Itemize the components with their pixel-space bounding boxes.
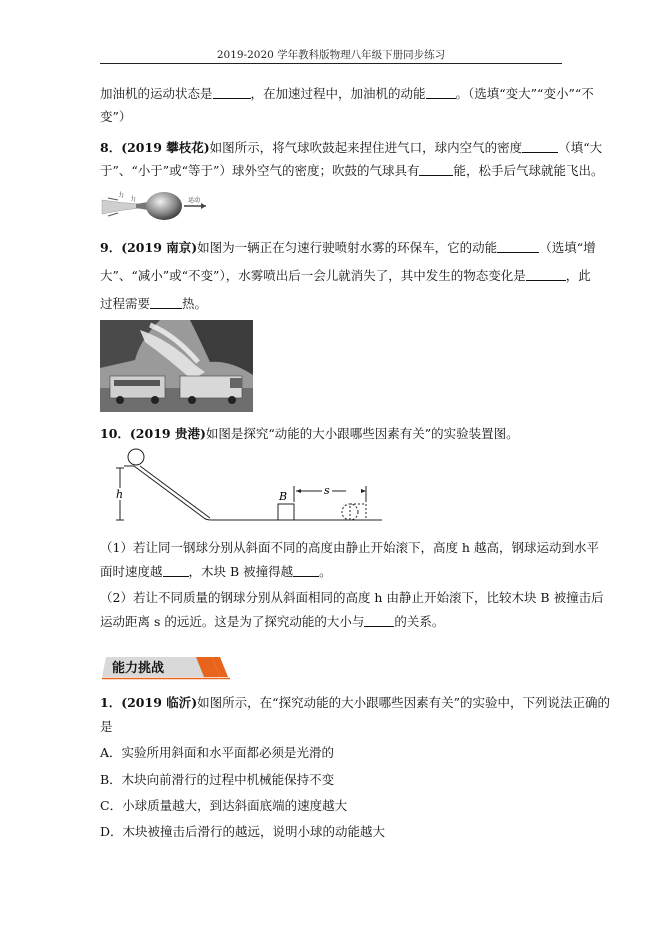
answer-blank[interactable] [426, 86, 456, 99]
text: 如图所示，将气球吹鼓起来捏住进气口，球内空气的密度 [209, 140, 523, 155]
c1-option-b[interactable]: B．木块向前滑行的过程中机械能保持不变 [100, 772, 335, 787]
slope-line-inner [140, 466, 210, 518]
text: 如图为一辆正在匀速行驶喷射水雾的环保车，它的动能 [197, 240, 498, 255]
arrowhead-right [361, 489, 366, 493]
slope-experiment-diagram [112, 448, 392, 524]
text: 。（选填“变大”“变小”“不 [455, 86, 594, 101]
answer-blank[interactable] [364, 614, 394, 627]
text: （填“大 [558, 140, 603, 155]
text: 能，松手后气球就能飞出。 [453, 163, 604, 178]
truck-wheel [188, 396, 196, 404]
truck-wheel [228, 396, 236, 404]
q10-part1-line2 [100, 564, 332, 580]
q8-line2 [100, 163, 603, 179]
q9-line2 [100, 268, 591, 284]
answer-blank[interactable] [526, 268, 566, 281]
fig-label-force: 力 [130, 196, 137, 203]
bus [110, 376, 165, 398]
text: （选填“增 [539, 240, 596, 255]
question-number: 10．(2019 贵港) [100, 426, 206, 441]
fig-label-force: 力 [118, 192, 125, 199]
question-number: 9．(2019 南京) [100, 240, 198, 255]
arrowhead-left [296, 489, 301, 493]
answer-blank[interactable] [163, 564, 189, 577]
balloon-figure [100, 188, 212, 222]
c1-option-c[interactable]: C．小球质量越大，到达斜面底端的速度越大 [100, 798, 348, 813]
q9-line3 [100, 296, 207, 312]
text: 大”、“减小”或“不变”），水雾喷出后一会儿就消失了，其中发生的物态变化是 [100, 268, 526, 283]
question-number: 8．(2019 攀枝花) [100, 140, 210, 155]
text: 加油机的运动状态是 [100, 86, 213, 101]
bus-windows [114, 380, 160, 386]
text: 如图所示，在“探究动能的大小跟哪些因素有关”的实验中，下列说法正确的 [197, 695, 610, 710]
balloon [146, 192, 182, 220]
spray-truck-photo [100, 320, 253, 412]
fig-label-motion: 运动 [188, 197, 201, 204]
text: 于”、“小于”或“等于”）球外空气的密度；吹鼓的气球具有 [100, 163, 420, 178]
c1-line1 [100, 695, 610, 711]
q10-part2-line2 [100, 614, 444, 630]
text: 过程需要 [100, 296, 151, 311]
header-rule [100, 63, 562, 64]
label-h: h [116, 488, 124, 501]
force-arrow-2 [108, 213, 118, 216]
q10-part2-line1: （2）若让不同质量的钢球分别从斜面相同的高度 h 由静止开始滚下，比较木块 B 被撞击后 [100, 590, 604, 605]
q10-part1-line1: （1）若让同一钢球分别从斜面不同的高度由静止开始滚下，高度 h 越高，钢球运动到水平 [100, 540, 599, 555]
answer-blank[interactable] [150, 296, 182, 309]
answer-blank[interactable] [522, 140, 558, 153]
text: 的关系。 [394, 614, 445, 629]
answer-blank[interactable] [419, 163, 453, 176]
c1-option-a[interactable]: A．实验所用斜面和水平面都必须是光滑的 [100, 745, 335, 760]
text: 运动距离 s 的远近。这是为了探究动能的大小与 [100, 614, 365, 629]
motion-arrowhead [201, 203, 206, 209]
prev-question-line2: 变”） [100, 109, 132, 124]
answer-blank[interactable] [293, 564, 319, 577]
text: 热。 [182, 296, 208, 311]
text: 如图是探究“动能的大小跟哪些因素有关”的实验装置图。 [205, 426, 519, 441]
answer-blank[interactable] [497, 240, 539, 253]
steel-ball [128, 449, 144, 465]
force-arrow-1 [108, 198, 118, 200]
c1-option-d[interactable]: D．木块被撞击后滑行的越远，说明小球的动能越大 [100, 824, 386, 839]
prev-question-line1 [100, 86, 594, 102]
text: 面时速度越 [100, 564, 163, 579]
label-b: B [279, 490, 288, 503]
text: 。 [319, 564, 332, 579]
bus-wheel [116, 396, 124, 404]
text: ，此 [565, 268, 591, 283]
q8-line1 [100, 140, 602, 156]
label-s: s [324, 484, 330, 497]
text: ，在加速过程中，加油机的动能 [250, 86, 426, 101]
q9-line1 [100, 240, 596, 256]
q10-line1 [100, 426, 519, 442]
section-banner [100, 654, 232, 680]
c1-line2: 是 [100, 719, 113, 734]
section-title: 能力挑战 [112, 661, 165, 676]
page-header: 2019-2020 学年教科版物理八年级下册同步练习 [216, 49, 446, 61]
slope-line [134, 466, 204, 518]
question-number: 1．(2019 临沂) [100, 695, 198, 710]
bus-wheel [151, 396, 159, 404]
block-b [278, 504, 294, 520]
truck-cab-window [230, 378, 242, 388]
text: ，木块 B 被撞得越 [188, 564, 294, 579]
answer-blank[interactable] [213, 86, 251, 99]
